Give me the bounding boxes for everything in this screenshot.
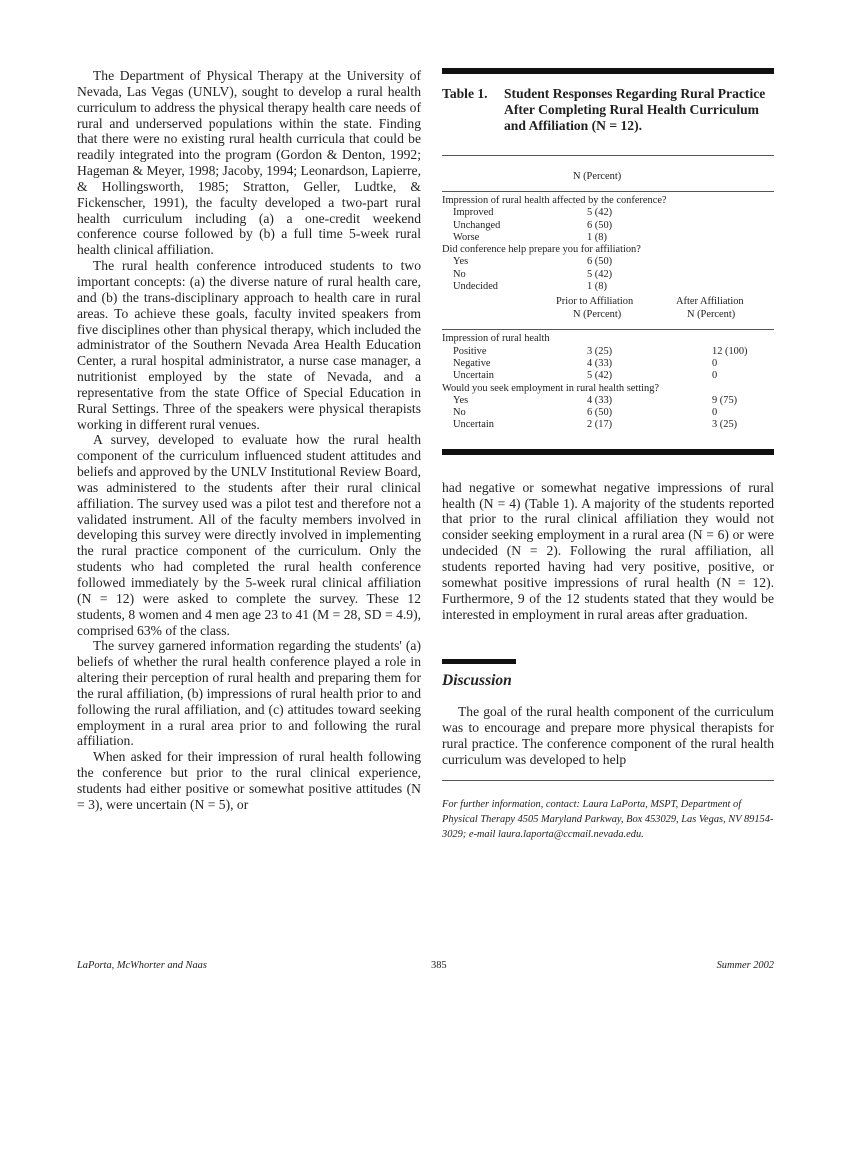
table-row [442,220,774,232]
row-value: 5 (42) [587,268,613,280]
table-question: Would you seek employment in rural health setting? [442,382,660,394]
table-rule [442,329,774,330]
after-header: After Affiliation [676,296,744,308]
row-value-prior: 4 (33) [587,357,613,369]
body-paragraph-3: A survey, developed to evaluate how the rural health component of the curriculum influenced student attitudes and beliefs and approved by the UNLV Institutional Review Board, was administered to the students after their rural clinical affiliation. The survey used was a pilot test and therefore not a validated instrument. All of the faculty members involved in developing this survey were directly involved in implementing the rural practice component of the curriculum. Only the students who had completed the rural health conference followed immediately by the 5-week rural clinical affiliation (N = 12) were asked to complete the survey. These 12 students, 8 women and 4 men age 23 to 41 (M = 28, SD = 4.9), comprised 63% of the class. [77,432,421,638]
table-body-2 [442,333,774,431]
table-row [442,419,774,431]
row-value-after: 0 [712,357,718,369]
table-row [442,346,774,358]
body-paragraph-2: The rural health conference introduced students to two important concepts: (a) the diverse nature of rural health care, and (b) the trans-disciplinary approach to health care in rural areas. To achieve these goals, faculty invited speakers from five disciplines other than physical therapy, which included the administrator of the Southern Nevada Area Health Education Center, a rural hospital administrator, a nurse case manager, a nutritionist employed by the state of Nevada, and a representative from the state Office of Special Education in Rural Settings. Three of the speakers were physical therapists working in different rural venues. [77,258,421,432]
section-bar [442,659,516,664]
row-label: No [453,268,466,280]
row-label: Unchanged [453,219,501,231]
footnote-rule [442,780,774,781]
table-caption [442,86,774,134]
table-col-header-2 [442,296,774,326]
row-label: Positive [453,345,487,357]
prior-header: Prior to Affiliation [556,296,634,308]
prior-subheader: N (Percent) [573,309,622,321]
table-row [442,358,774,370]
row-label: Uncertain [453,419,494,431]
row-value: 1 (8) [587,281,607,293]
table-top-bar [442,68,774,74]
table-question: Impression of rural health [442,333,550,345]
table-body-1 [442,195,774,293]
row-value: 6 (50) [587,219,613,231]
row-value-after: 0 [712,407,718,419]
after-subheader: N (Percent) [687,309,736,321]
row-label: Worse [453,231,480,243]
table-title: Student Responses Regarding Rural Practice After Completing Rural Health Curriculum and Affiliation (N = 12). [504,86,766,133]
row-value-after: 9 (75) [712,394,738,406]
table-row [442,232,774,244]
right-column [442,68,774,842]
results-paragraph: had negative or somewhat negative impressions of rural health (N = 4) (Table 1). A majority of the students reported that prior to the rural clinical affiliation they would not consider seeking employment in a rural area (N = 6) or were undecided (N = 2). Following the rural affiliation, all students reported having had very positive, positive, or somewhat positive impressions of rural health (N = 12). Furthermore, 9 of the 12 students stated that they would be interested in employment in rural areas after graduation. [442,479,774,622]
row-value-prior: 6 (50) [587,407,613,419]
page-number: 385 [431,960,447,971]
footer-authors: LaPorta, McWhorter and Naas [77,960,207,971]
row-value: 5 (42) [587,207,613,219]
row-label: No [453,407,466,419]
row-label: Improved [453,207,494,219]
body-paragraph-4: The survey garnered information regarding the students' (a) beliefs of whether the rural health conference played a role in altering their perception of rural health and preparing them for the rural affiliation, (b) impressions of rural health prior to and following the rural affiliation, and (c) attitudes toward seeking employment in a rural area prior to and following the rural affiliation. [77,638,421,749]
table-question: Impression of rural health affected by the conference? [442,195,667,206]
row-label: Yes [453,256,469,268]
table-row [442,370,774,382]
table-row [442,407,774,419]
table-bottom-bar [442,449,774,455]
row-label: Uncertain [453,370,494,382]
row-value-prior: 2 (17) [587,419,613,431]
row-value-after: 0 [712,370,718,382]
table-row [442,269,774,281]
row-label: Yes [453,394,469,406]
row-value-prior: 3 (25) [587,345,613,357]
body-paragraph-5: When asked for their impression of rural health following the conference but prior to the rural clinical experience, students had either positive or somewhat positive attitudes (N = 3), were uncertain (N = 5), or [77,749,421,812]
table-rule [442,191,774,192]
table-row [442,256,774,268]
table-label: Table 1. [442,86,488,101]
contact-footnote: For further information, contact: Laura LaPorta, MSPT, Department of Physical Therapy 4505 Maryland Parkway, Box 453029, Las Vegas, NV 89154-3029; e-mail laura.laporta@ccmail.nevada.edu. [442,798,774,841]
table-col-header-1: N (Percent) [573,171,622,182]
table-row [442,207,774,219]
section-heading: Discussion [442,672,512,690]
body-paragraph-1: The Department of Physical Therapy at the University of Nevada, Las Vegas (UNLV), sought to develop a rural health curriculum to address the physical therapy health care needs of rural and underserved populations within the state. Finding that there were no existing rural health curricula that could be readily integrated into the program (Gordon & Denton, 1992; Hageman & Meyer, 1998; Jacoby, 1994; Leonardson, Lapierre, & Hollingsworth, 1985; Stratton, Geller, Ludtke, & Fickenscher, 1991), the faculty developed a two-part rural health curriculum including (a) a one-credit weekend conference course followed by (b) a full time 5-week rural health clinical affiliation. [77,68,421,258]
footer-issue: Summer 2002 [716,960,774,971]
row-value: 6 (50) [587,256,613,268]
table-rule [442,155,774,156]
row-value-after: 3 (25) [712,419,738,431]
row-value-prior: 5 (42) [587,370,613,382]
table-row [442,395,774,407]
row-label: Negative [453,357,491,369]
row-value-prior: 4 (33) [587,394,613,406]
table-row [442,281,774,293]
table-question: Did conference help prepare you for affiliation? [442,244,641,256]
left-column [77,68,421,813]
row-value-after: 12 (100) [712,345,748,357]
discussion-paragraph: The goal of the rural health component of the curriculum was to encourage and prepare more physical therapists for rural practice. The conference component of the rural health curriculum was developed to help [442,704,774,767]
row-value: 1 (8) [587,231,607,243]
row-label: Undecided [453,281,499,293]
